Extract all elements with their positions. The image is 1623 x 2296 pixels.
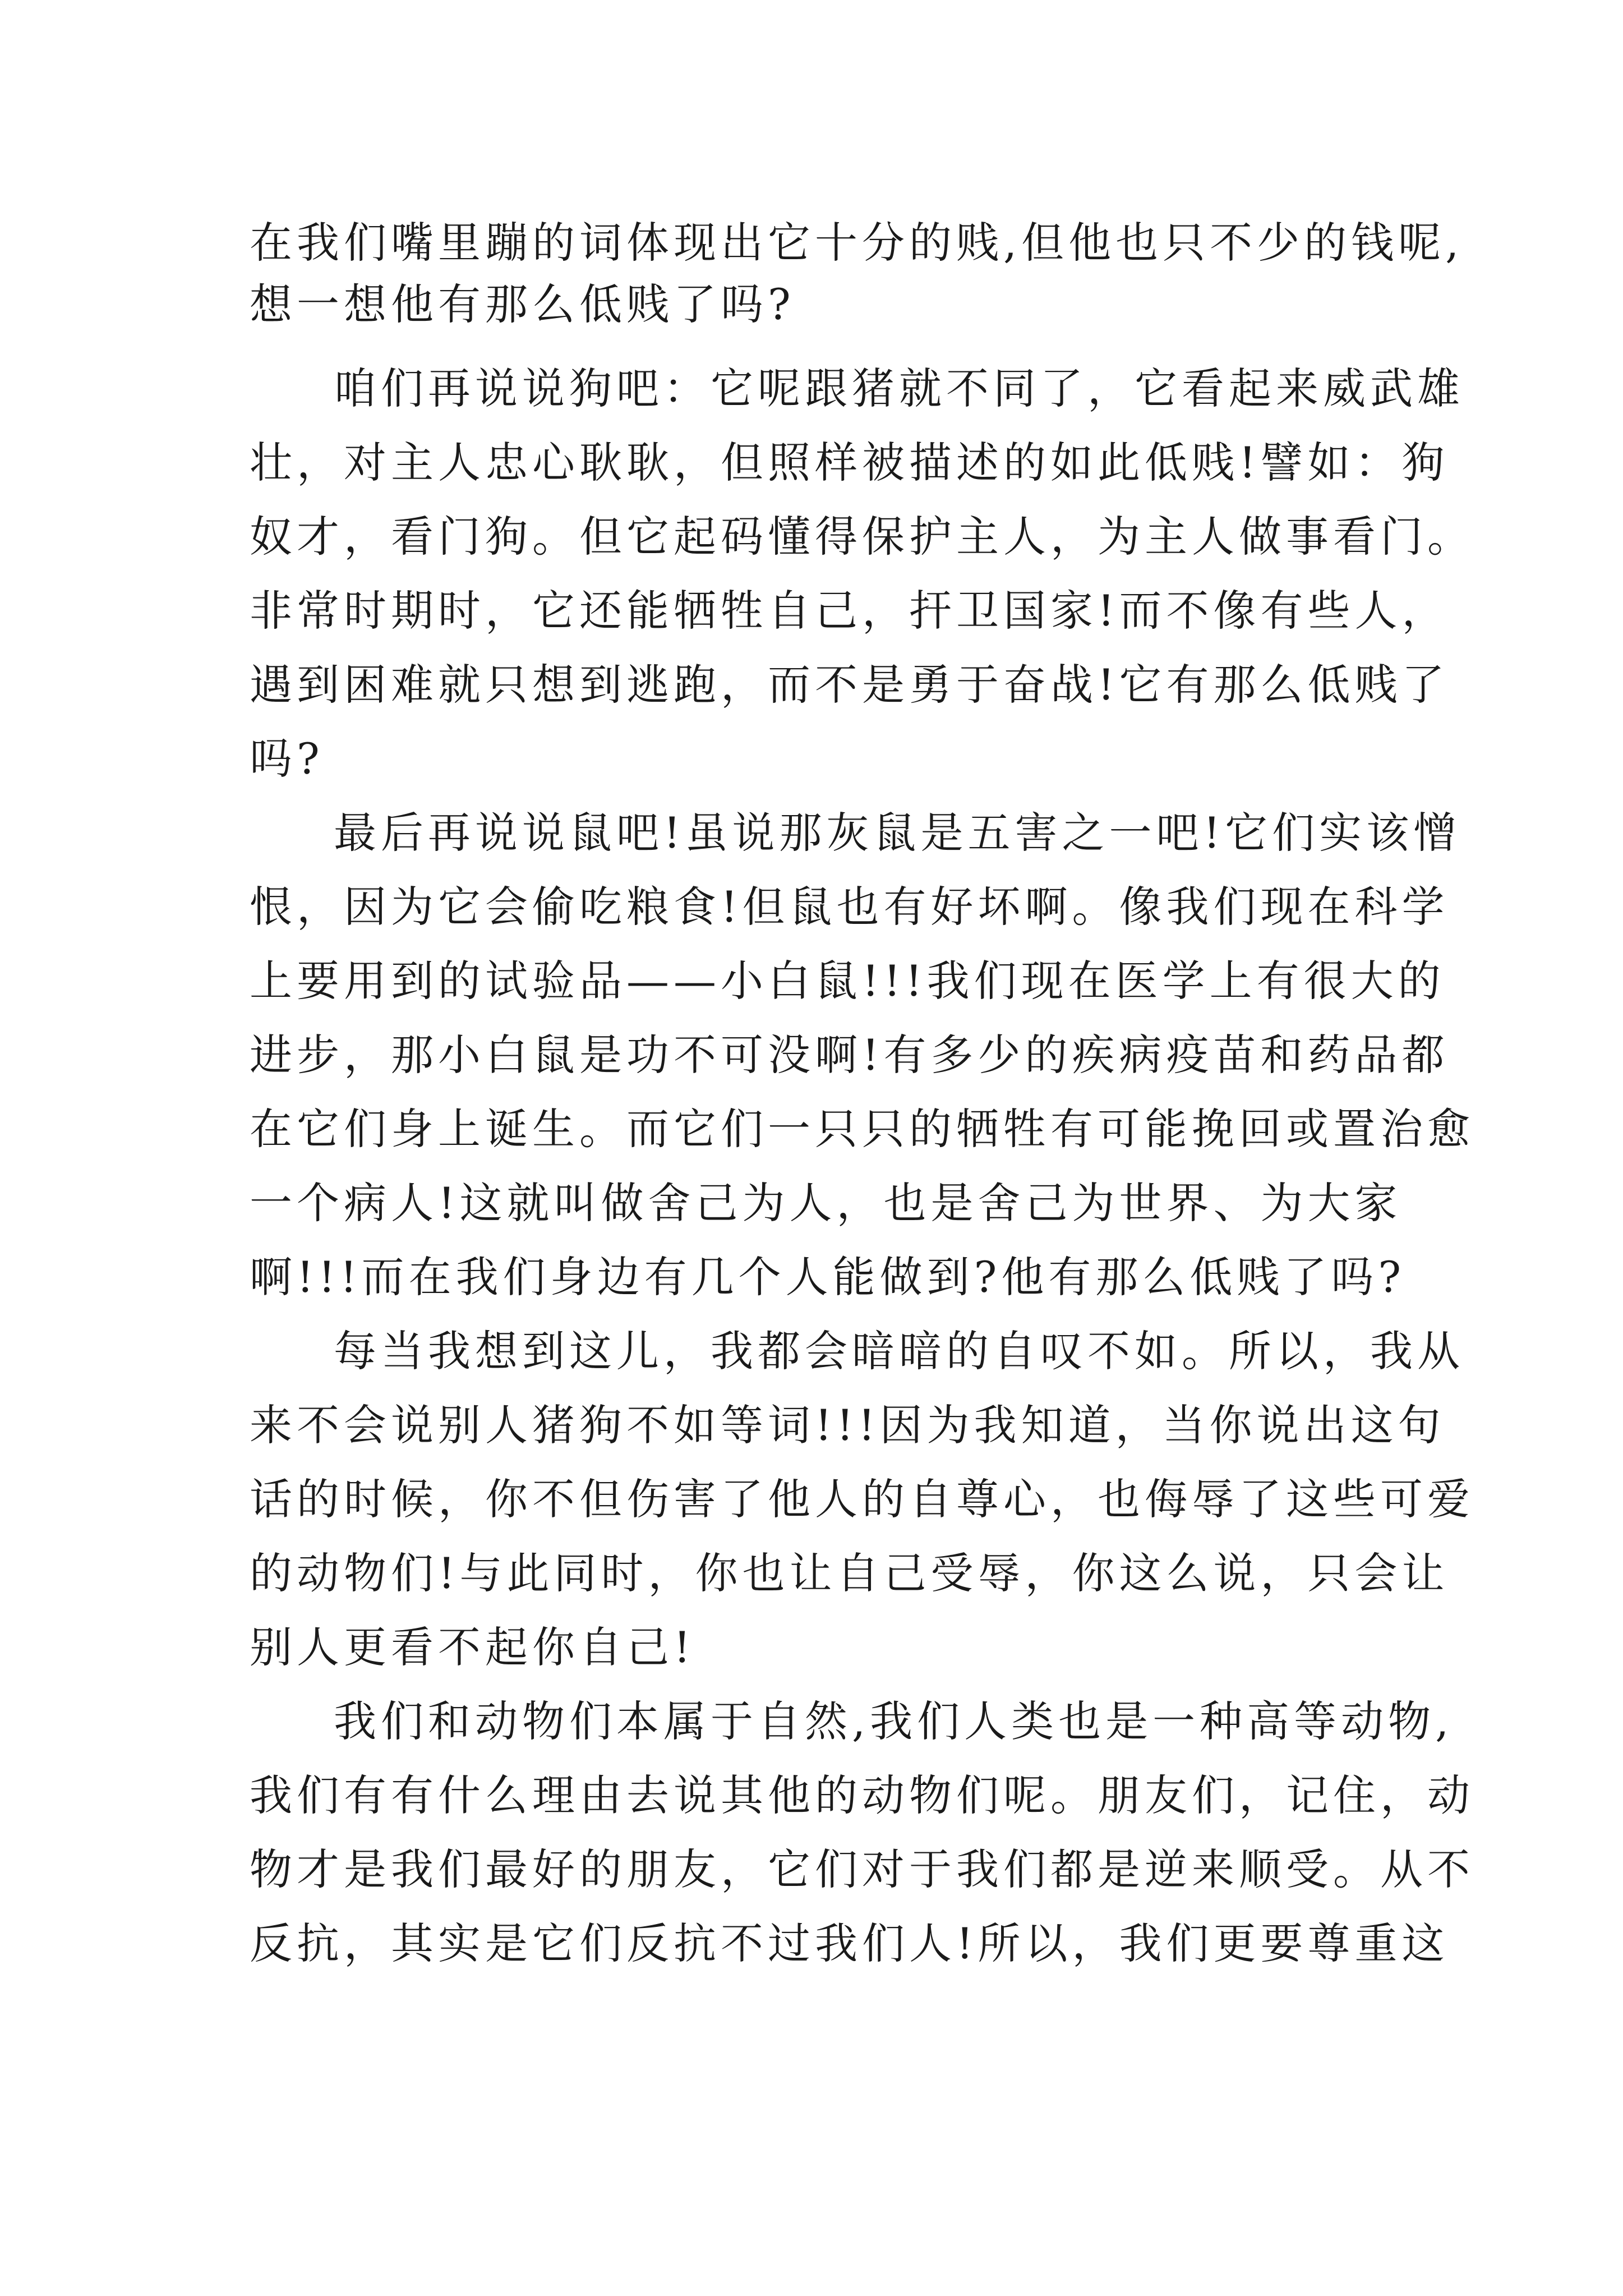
text-line: 来不会说别人猪狗不如等词!!!因为我知道，当你说出这句 bbox=[250, 1400, 1445, 1450]
paragraph-first-line: 每当我想到这儿，我都会暗暗的自叹不如。所以，我从 bbox=[334, 1326, 1464, 1376]
text-line: 想一想他有那么低贱了吗? bbox=[250, 279, 795, 329]
text-line: 我们有有什么理由去说其他的动物们呢。朋友们，记住，动 bbox=[250, 1770, 1474, 1820]
text-line: 在我们嘴里蹦的词体现出它十分的贱,但他也只不少的钱呢, bbox=[250, 218, 1464, 268]
text-line: 吗? bbox=[250, 734, 324, 784]
text-line: 壮，对主人忠心耿耿，但照样被描述的如此低贱!譬如：狗 bbox=[250, 438, 1449, 487]
text-line: 上要用到的试验品——小白鼠!!!我们现在医学上有很大的 bbox=[250, 956, 1445, 1006]
text-line: 奴才，看门狗。但它起码懂得保护主人，为主人做事看门。 bbox=[250, 512, 1474, 562]
text-line: 恨，因为它会偷吃粮食!但鼠也有好坏啊。像我们现在科学 bbox=[250, 882, 1449, 932]
text-line: 话的时候，你不但伤害了他人的自尊心，也侮辱了这些可爱 bbox=[250, 1474, 1474, 1524]
text-line: 反抗，其实是它们反抗不过我们人!所以，我们更要尊重这 bbox=[250, 1918, 1449, 1968]
paragraph-first-line: 最后再说说鼠吧!虽说那灰鼠是五害之一吧!它们实该憎 bbox=[334, 808, 1461, 858]
text-line: 物才是我们最好的朋友，它们对于我们都是逆来顺受。从不 bbox=[250, 1844, 1474, 1894]
text-line: 非常时期时，它还能牺牲自己，扞卫国家!而不像有些人， bbox=[250, 586, 1449, 636]
text-line: 遇到困难就只想到逃跑，而不是勇于奋战!它有那么低贱了 bbox=[250, 660, 1449, 710]
text-line: 的动物们!与此同时，你也让自己受辱，你这么说，只会让 bbox=[250, 1548, 1449, 1598]
text-line: 别人更看不起你自己! bbox=[250, 1622, 695, 1672]
text-line: 一个病人!这就叫做舍己为人，也是舍己为世界、为大家 bbox=[250, 1178, 1402, 1228]
text-line: 啊!!!而在我们身边有几个人能做到?他有那么低贱了吗? bbox=[250, 1252, 1406, 1302]
text-line: 在它们身上诞生。而它们一只只的牺牲有可能挽回或置治愈 bbox=[250, 1104, 1474, 1154]
paragraph-first-line: 咱们再说说狗吧：它呢跟猪就不同了，它看起来威武雄 bbox=[334, 364, 1464, 413]
paragraph-first-line: 我们和动物们本属于自然,我们人类也是一种高等动物, bbox=[334, 1696, 1454, 1746]
text-line: 进步，那小白鼠是功不可没啊!有多少的疾病疫苗和药品都 bbox=[250, 1030, 1449, 1080]
